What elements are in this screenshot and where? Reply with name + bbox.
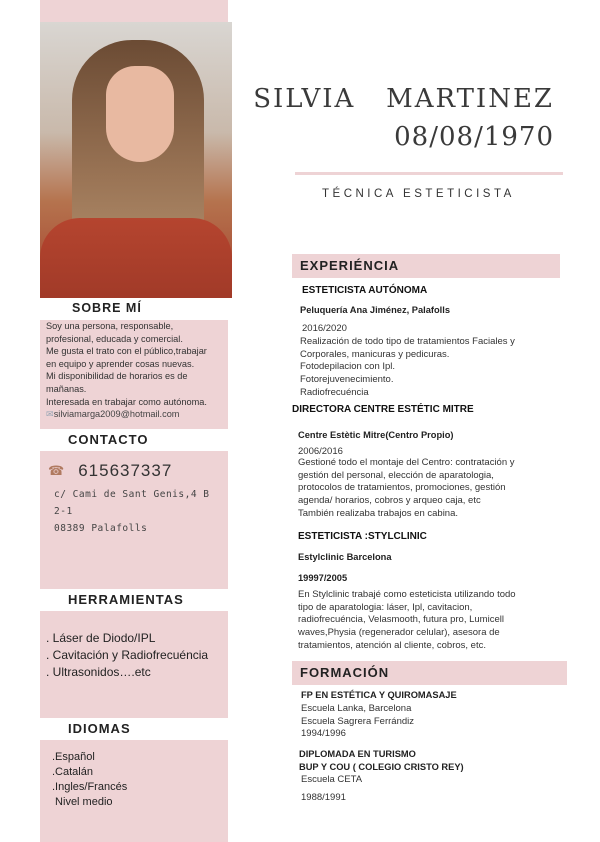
- address-line: 2-1: [54, 506, 73, 517]
- address: [54, 486, 210, 537]
- job-description-line: Fotodepilacion con Ipl.: [300, 361, 396, 373]
- about-line: profesional, educada y comercial.: [46, 333, 183, 344]
- about-line: Me gusta el trato con el público,trabajar: [46, 346, 207, 357]
- job-description: [300, 336, 515, 400]
- about-line: mañanas.: [46, 383, 87, 394]
- about-line: Mi disponibilidad de horarios es de: [46, 371, 188, 382]
- languages-title: IDIOMAS: [68, 721, 131, 736]
- job-description-line: waves,Physia (regenerador celular), asesora de: [298, 627, 500, 639]
- profile-photo: [40, 22, 232, 298]
- job-description-line: En Stylclinic trabajé como esteticista utilizando todo: [298, 589, 516, 600]
- job-description-line: Corporales, manicuras y pedicuras.: [300, 348, 450, 360]
- education-line: Escuela Lanka, Barcelona: [301, 703, 412, 714]
- job-description-line: tratamientos, atención al cliente, cobros, etc.: [298, 639, 486, 651]
- contact-title: CONTACTO: [68, 432, 149, 447]
- mail-icon: ✉: [46, 409, 54, 420]
- education-heading: FORMACIÓN: [292, 661, 567, 685]
- email-row: [46, 408, 226, 421]
- about-line: en equipo y aprender cosas nuevas.: [46, 358, 195, 369]
- job-description-line: radiofrecuéncia, Velasmooth, futura pro, Lumicell: [298, 614, 504, 626]
- phone-number[interactable]: 615637337: [78, 461, 173, 480]
- address-line: 08389 Palafolls: [54, 523, 148, 534]
- header-divider: [295, 172, 563, 175]
- education-title: DIPLOMADA EN TURISMO: [299, 749, 416, 759]
- job-description-line: Fotorejuvenecimiento.: [300, 374, 394, 386]
- education-line: 1994/1996: [301, 728, 346, 740]
- education-title: FP EN ESTÉTICA Y QUIROMASAJE: [301, 690, 457, 700]
- job-dates: 19997/2005: [298, 573, 348, 583]
- tools-list: [46, 630, 208, 681]
- about-text: [46, 320, 226, 421]
- language-item: .Español: [52, 751, 95, 763]
- about-line: Soy una persona, responsable,: [46, 321, 174, 331]
- about-title: SOBRE MÍ: [72, 301, 142, 315]
- education-dates: 1988/1991: [301, 792, 346, 803]
- education-title: BUP Y COU ( COLEGIO CRISTO REY): [299, 762, 464, 772]
- tool-item: . Ultrasonidos….etc: [46, 665, 151, 679]
- job-description: [298, 457, 515, 521]
- tool-item: . Cavitación y Radiofrecuéncia: [46, 648, 209, 662]
- language-item: Nivel medio: [52, 796, 113, 808]
- education-line: Escuela Sagrera Ferrándiz: [301, 715, 414, 727]
- photo-face: [106, 66, 174, 162]
- job-title: DIRECTORA CENTRE ESTÉTIC MITRE: [292, 404, 474, 415]
- job-dates: 2006/2016: [298, 446, 343, 457]
- job-title: ESTETICISTA :STYLCLINIC: [298, 531, 427, 542]
- phone-row: [48, 461, 172, 481]
- job-description-line: gestión del personal, elección de aparatologia,: [298, 469, 494, 481]
- job-description-line: agenda/ horarios, cobros y arqueo caja, etc: [298, 495, 481, 507]
- job-description-line: Realización de todo tipo de tratamientos Faciales y: [300, 336, 515, 347]
- language-item: .Ingles/Francés: [52, 781, 128, 793]
- about-line: Interesada en trabajar como autónoma.: [46, 396, 207, 407]
- languages-list: [52, 750, 127, 810]
- job-company: Peluquería Ana Jiménez, Palafolls: [300, 305, 451, 315]
- job-title: ESTETICISTA AUTÓNOMA: [302, 285, 428, 296]
- job-description-line: Radiofrecuéncia: [300, 386, 369, 398]
- tool-item: . Láser de Diodo/IPL: [46, 631, 156, 645]
- job-dates: 2016/2020: [302, 323, 347, 334]
- job-description: [298, 589, 516, 653]
- job-company: Centre Estètic Mitre(Centro Propio): [298, 430, 454, 440]
- photo-sweater: [40, 218, 232, 298]
- education-details: [301, 703, 414, 741]
- tools-title: HERRAMIENTAS: [68, 592, 184, 607]
- phone-icon: ☎: [48, 463, 65, 478]
- email-address[interactable]: silviamarga2009@hotmail.com: [53, 409, 180, 420]
- job-description-line: También realizaba trabajos en cabina.: [298, 507, 459, 519]
- full-name: SILVIA MARTINEZ: [253, 84, 554, 114]
- date-of-birth: 08/08/1970: [394, 122, 554, 152]
- job-description-line: tipo de aparatologia: láser, Ipl, cavitacion,: [298, 601, 473, 613]
- job-role: TÉCNICA ESTETICISTA: [322, 188, 515, 200]
- job-description-line: Gestioné todo el montaje del Centro: contratación y: [298, 457, 515, 468]
- education-school: Escuela CETA: [301, 774, 363, 785]
- address-line: c/ Cami de Sant Genis,4 B: [54, 489, 210, 500]
- language-item: .Catalán: [52, 766, 93, 778]
- job-company: Estylclinic Barcelona: [298, 552, 392, 562]
- experience-heading: EXPERIÉNCIA: [292, 254, 560, 278]
- job-description-line: protocolos de tratamientos, promociones, gestión: [298, 482, 506, 494]
